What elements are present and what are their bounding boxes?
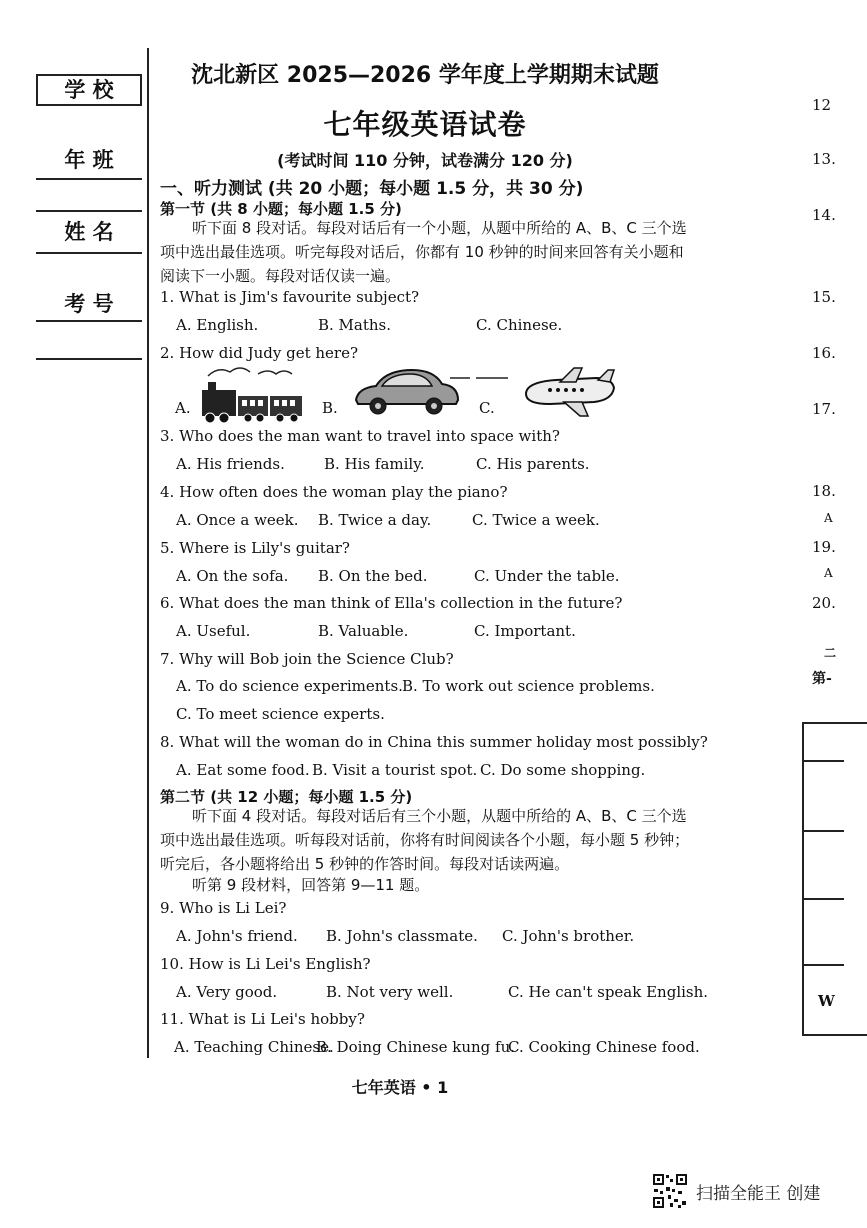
q10-option-a[interactable]: A. Very good. <box>176 983 278 1001</box>
right-fragment: 二 <box>824 646 837 660</box>
q2-option-a[interactable]: A. <box>175 399 191 417</box>
question-10: 10. How is Li Lei's English? <box>160 955 371 973</box>
section2-material-note: 听第 9 段材料，回答第 9—11 题。 <box>192 876 430 894</box>
table-rule <box>804 760 844 762</box>
scanner-watermark <box>652 1173 820 1209</box>
right-fragment: 第- <box>812 671 832 687</box>
right-number: 18. <box>812 482 836 500</box>
right-number: 15. <box>812 288 836 306</box>
car-icon <box>352 366 460 416</box>
class-label: 年 班 <box>64 148 114 172</box>
right-number: 19. <box>812 538 836 556</box>
section1-instructions: 听下面 8 段对话。每段对话后有一个小题，从题中所给的 A、B、C 三个选项中选出最佳选项。听完每段对话后，你都有 10 秒钟的时间来回答有关小题和阅读下一小题。每段对话仅读一遍。 <box>160 219 687 285</box>
q10-option-c[interactable]: C. He can't speak English. <box>508 983 709 1001</box>
number-field[interactable] <box>36 290 142 360</box>
table-rule <box>804 898 844 900</box>
right-number: 13. <box>812 150 836 168</box>
school-box <box>36 74 142 106</box>
name-underline <box>36 252 142 254</box>
section2-instructions: 听下面 4 段对话。每段对话后有三个小题，从题中所给的 A、B、C 三个选项中选出最佳选项。听每段对话前，你将有时间阅读各个小题，每小题 5 秒钟；听完后，各小题将给出 5 秒钟的作答时间。每段对话读两遍。 <box>160 807 690 873</box>
q8-option-c[interactable]: C. Do some shopping. <box>480 761 646 779</box>
number-underline-2 <box>36 358 142 360</box>
question-9: 9. Who is Li Lei? <box>160 899 287 917</box>
q9-option-c[interactable]: C. John's brother. <box>502 927 635 945</box>
right-number: 17. <box>812 400 836 418</box>
q11-option-c[interactable]: C. Cooking Chinese food. <box>508 1038 700 1056</box>
question-5: 5. Where is Lily's guitar? <box>160 539 350 557</box>
q1-option-a[interactable]: A. English. <box>176 316 259 334</box>
class-field[interactable] <box>36 146 142 212</box>
q10-option-b[interactable]: B. Not very well. <box>326 983 454 1001</box>
q4-option-c[interactable]: C. Twice a week. <box>472 511 600 529</box>
q3-option-c[interactable]: C. His parents. <box>476 455 590 473</box>
question-11: 11. What is Li Lei's hobby? <box>160 1010 365 1028</box>
table-rule <box>804 830 844 832</box>
question-4: 4. How often does the woman play the piano? <box>160 483 508 501</box>
binding-line <box>147 48 149 1058</box>
section1-heading: 第一节 (共 8 小题；每小题 1.5 分) <box>160 200 402 218</box>
q9-option-b[interactable]: B. John's classmate. <box>326 927 478 945</box>
question-7: 7. Why will Bob join the Science Club? <box>160 650 454 668</box>
watermark-text: 扫描全能王 创建 <box>696 1183 821 1204</box>
name-field[interactable] <box>36 218 142 254</box>
question-8: 8. What will the woman do in China this summer holiday most possibly? <box>160 733 708 751</box>
train-icon <box>198 364 306 426</box>
q6-option-b[interactable]: B. Valuable. <box>318 622 409 640</box>
q2-option-c[interactable]: C. <box>479 399 495 417</box>
q7-option-b[interactable]: B. To work out science problems. <box>402 677 655 695</box>
right-fragment: A <box>824 511 833 525</box>
right-number: 16. <box>812 344 836 362</box>
q5-option-a[interactable]: A. On the sofa. <box>176 567 289 585</box>
q11-option-b[interactable]: B. Doing Chinese kung fu. <box>316 1038 516 1056</box>
q5-option-b[interactable]: B. On the bed. <box>318 567 428 585</box>
class-underline-2 <box>36 210 142 212</box>
exam-info: (考试时间 110 分钟，试卷满分 120 分) <box>277 151 573 170</box>
right-fragment: W <box>818 992 835 1010</box>
q9-option-a[interactable]: A. John's friend. <box>176 927 298 945</box>
right-table <box>802 722 867 1036</box>
section2-heading: 第二节 (共 12 小题；每小题 1.5 分) <box>160 788 413 806</box>
question-2: 2. How did Judy get here? <box>160 344 358 362</box>
page-footer: 七年英语 • 1 <box>351 1078 449 1097</box>
q11-option-a[interactable]: A. Teaching Chinese. <box>174 1038 334 1056</box>
number-underline <box>36 320 142 322</box>
q6-option-a[interactable]: A. Useful. <box>176 622 251 640</box>
exam-title: 沈北新区 2025—2026 学年度上学期期末试题 <box>191 63 659 88</box>
right-fragment: A <box>824 566 833 580</box>
right-number: 20. <box>812 594 836 612</box>
exam-subtitle: 七年级英语试卷 <box>323 108 527 141</box>
q5-option-c[interactable]: C. Under the table. <box>474 567 620 585</box>
airplane-icon <box>520 366 618 420</box>
school-field[interactable] <box>36 74 142 106</box>
school-label: 学 校 <box>64 78 114 102</box>
q8-option-b[interactable]: B. Visit a tourist spot. <box>312 761 478 779</box>
name-label: 姓 名 <box>64 220 114 244</box>
q2-option-b[interactable]: B. <box>322 399 338 417</box>
right-number: 14. <box>812 206 836 224</box>
question-1: 1. What is Jim's favourite subject? <box>160 288 420 306</box>
q7-option-a[interactable]: A. To do science experiments. <box>176 677 403 695</box>
question-6: 6. What does the man think of Ella's collection in the future? <box>160 594 623 612</box>
q3-option-a[interactable]: A. His friends. <box>176 455 285 473</box>
q4-option-b[interactable]: B. Twice a day. <box>318 511 432 529</box>
q4-option-a[interactable]: A. Once a week. <box>176 511 299 529</box>
q6-option-c[interactable]: C. Important. <box>474 622 576 640</box>
qr-code-icon <box>652 1173 688 1209</box>
question-3: 3. Who does the man want to travel into space with? <box>160 427 560 445</box>
class-underline <box>36 178 142 180</box>
q1-option-c[interactable]: C. Chinese. <box>476 316 563 334</box>
part1-heading: 一、听力测试 (共 20 小题；每小题 1.5 分，共 30 分) <box>160 179 584 199</box>
q1-option-b[interactable]: B. Maths. <box>318 316 392 334</box>
q3-option-b[interactable]: B. His family. <box>324 455 425 473</box>
table-rule <box>804 964 844 966</box>
q7-option-c[interactable]: C. To meet science experts. <box>176 705 385 723</box>
q8-option-a[interactable]: A. Eat some food. <box>176 761 310 779</box>
road-lines <box>450 374 510 384</box>
right-number: 12 <box>812 96 832 114</box>
number-label: 考 号 <box>64 292 114 316</box>
